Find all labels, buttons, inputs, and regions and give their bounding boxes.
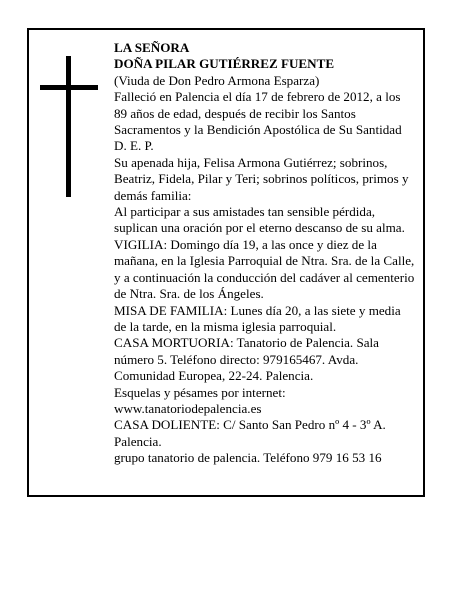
widow-of-line: (Viuda de Don Pedro Armona Esparza) [114, 72, 320, 88]
deceased-name: DOÑA PILAR GUTIÉRREZ FUENTE [114, 56, 335, 72]
family-paragraph: Su apenada hija, Felisa Armona Gutiérrez; sobrinos, Beatriz, Fidela, Pilar y Teri; sobrinos políticos, primos y demás familia: [114, 154, 409, 203]
death-paragraph: Falleció en Palencia el día 17 de febrero de 2012, a los 89 años de edad, después de recibir los Santos Sacramentos y la Bendición Apostólica de Su Santidad D. E. P. [114, 89, 402, 154]
obituary-text [114, 40, 416, 467]
condolences-line: Esquelas y pésames por internet: [114, 384, 286, 400]
title-line-1: LA SEÑORA [114, 40, 190, 55]
funeral-home-paragraph: CASA MORTUORIA: Tanatorio de Palencia. Sala número 5. Teléfono directo: 979165467. Avda. Comunidad Europea, 22-24. Palencia. [114, 335, 379, 384]
website-line: www.tanatoriodepalencia.es [114, 400, 262, 416]
vigil-paragraph: VIGILIA: Domingo día 19, a las once y diez de la mañana, en la Iglesia Parroquial de Ntra. Sra. de la Calle, y a continuación la conducción del cadáver al cementerio de Ntra. Sra. de los Ángeles. [114, 236, 415, 302]
request-paragraph: Al participar a sus amistades tan sensible pérdida, suplican una oración por el eterno descanso de su alma. [114, 204, 405, 236]
footer-line: grupo tanatorio de palencia. Teléfono 979 16 53 16 [114, 450, 382, 466]
cross-vertical-bar [66, 56, 71, 197]
cross-horizontal-bar [40, 85, 98, 90]
grieving-home-paragraph: CASA DOLIENTE: C/ Santo San Pedro nº 4 - 3º A. Palencia. [114, 417, 386, 449]
mass-paragraph: MISA DE FAMILIA: Lunes día 20, a las siete y media de la tarde, en la misma iglesia parroquial. [114, 302, 401, 334]
